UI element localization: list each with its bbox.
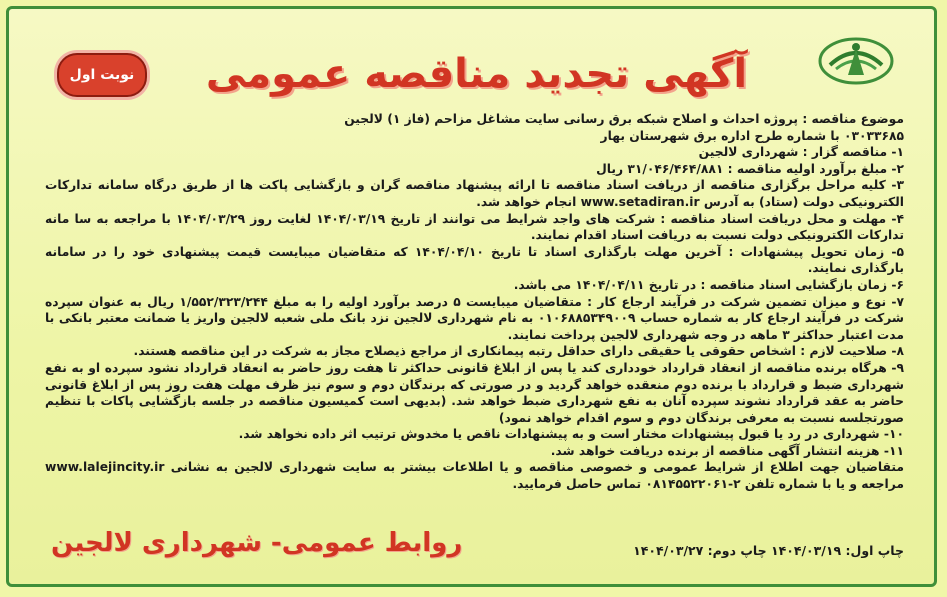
- print-dates: چاپ اول: ۱۴۰۴/۰۳/۱۹ چاپ دوم: ۱۴۰۴/۰۳/۲۷: [633, 543, 904, 558]
- notice-line: ۹- هرگاه برنده مناقصه از انعقاد قرارداد خودداری کند یا پس از ابلاغ قانونی حداکثر تا هفت روز حاضر به انعقاد قرارداد نشود سپرده او به نفع شهرداری ضبط و قرارداد با برنده دوم منعقده خواهد گردید و در صورتی که برندگان دوم و سوم نیز ظرف مهلت هفت روز پس از ابلاغ قانونی حاضر به عقد قرارداد نشوند سپرده آنان به نفع شهرداری ضبط خواهد شد. (بدیهی است کمیسیون مناقصه در جلسه بازگشایی پاکات با تنظیم صورتجلسه نسبت به معرفی برندگان دوم و سوم اقدام خواهد نمود): [45, 360, 904, 425]
- notice-frame: [6, 6, 937, 587]
- notice-line: متقاضیان جهت اطلاع از شرایط عمومی و خصوصی مناقصه و یا اطلاعات بیشتر به سایت شهرداری لالجین به نشانی www.lalejincity.ir مراجعه و یا با شماره تلفن ۲-۰۸۱۴۵۵۲۲۰۶۱ تماس حاصل فرمایید.: [45, 460, 904, 492]
- notice-inner: [21, 19, 922, 574]
- notice-line: ۰۳۰۳۳۶۸۵ با شماره طرح اداره برق شهرستان بهار: [600, 128, 904, 143]
- notice-line: ۲- مبلغ برآورد اولیه مناقصه : ۳۱/۰۴۶/۴۶۴/۸۸۱ ریال: [596, 161, 904, 176]
- notice-footer: [51, 520, 904, 562]
- notice-line: ۸- صلاحیت لازم : اشخاص حقوقی یا حقیقی دارای حداقل رتبه پیمانکاری از مراجع ذیصلاح مجاز به شرکت در این مناقصه هستند.: [133, 344, 904, 359]
- notice-line: ۱۱- هزینه انتشار آگهی مناقصه از برنده دریافت خواهد شد.: [550, 443, 904, 458]
- notice-line: ۳- کلیه مراحل برگزاری مناقصه از دریافت اسناد مناقصه تا ارائه پیشنهاد مناقصه گران و بازگشایی پاکت ها از طریق درگاه سامانه تدارکات الکترونیکی دولت (ستاد) به آدرس www.setadiran.ir انجام خواهد شد.: [45, 178, 904, 209]
- signature: روابط عمومی- شهرداری لالجین: [51, 528, 463, 558]
- notice-line: ۶- زمان بازگشایی اسناد مناقصه : در تاریخ ۱۴۰۴/۰۴/۱۱ می باشد.: [513, 277, 904, 292]
- page-title: آگهی تجدید مناقصه عمومی: [205, 51, 748, 97]
- notice-body: [45, 111, 904, 493]
- notice-line: ۵- زمان تحویل پیشنهادات : آخرین مهلت بارگذاری اسناد تا تاریخ ۱۴۰۴/۰۴/۱۰ که متقاضیان میبایست قیمت پیشنهادی خود را در سامانه بارگذاری نمایند.: [45, 244, 904, 276]
- notice-line: ۱۰- شهرداری در رد یا قبول پیشنهادات مختار است و به پیشنهادات ناقص یا مخدوش ترتیب اثر داده نخواهد شد.: [238, 427, 904, 442]
- notice-line: موضوع مناقصه : پروژه احداث و اصلاح شبکه برق رسانی سایت مشاغل مزاحم (فاز ۱) لالجین: [344, 112, 904, 126]
- municipality-logo-icon: [808, 31, 904, 91]
- first-publication-badge: [57, 53, 147, 97]
- notice-line: ۷- نوع و میزان تضمین شرکت در فرآیند ارجاع کار : متقاضیان میبایست ۵ درصد برآورد اولیه را به مبلغ ۱/۵۵۲/۳۲۳/۲۴۴ ریال به عنوان سپرده شرکت در فرآیند ارجاع کار به شماره حساب ۰۱۰۶۸۸۵۳۴۹۰۰۹ به نام شهرداری لالجین نزد بانک ملی شعبه لالجین واریز یا ضمانت معتبر بانکی با مدت اعتبار حداکثر ۳ ماهه در وجه شهرداری لالجین پرداخت نمایند.: [45, 294, 904, 342]
- notice-line: ۴- مهلت و محل دریافت اسناد مناقصه : شرکت های واجد شرایط می توانند از تاریخ ۱۴۰۴/۰۳/۱۹ لغایت روز ۱۴۰۴/۰۳/۲۹ با مراجعه به سا مانه تدارکات الکترونیکی دولت نسبت به دریافت اسناد اقدام نمایند.: [45, 211, 904, 243]
- badge-label: نوبت اول: [69, 67, 135, 83]
- notice-line: ۱- مناقصه گزار : شهرداری لالجین: [698, 145, 904, 160]
